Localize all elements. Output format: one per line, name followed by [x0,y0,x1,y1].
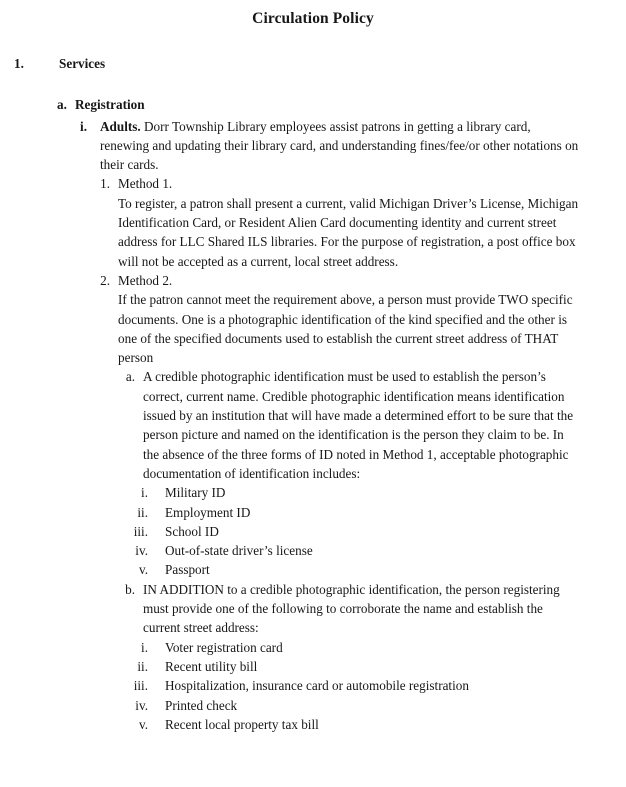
address-doc-printed-check: Printed check [165,697,238,713]
outline-item-registration [0,95,626,114]
outline-item-method-1 [0,174,626,270]
adults-lead-label: Adults. [100,118,141,134]
list-marker-photo-id-4: iv. [135,543,148,559]
list-marker-address-doc-4: iv. [135,697,148,713]
list-item [0,503,626,522]
list-item [0,657,626,676]
address-doc-hospitalization-insurance: Hospitalization, insurance card or automobile registration [165,678,469,694]
outline-item-adults [0,117,626,175]
photo-id-option-school: School ID [165,523,219,539]
list-item [0,560,626,579]
list-marker-address-doc-5: v. [138,716,148,732]
photo-id-option-out-of-state-license: Out-of-state driver’s license [165,543,313,559]
outline-label-registration: Registration [75,97,145,113]
list-marker-photo-id-1: i. [141,485,148,501]
outline-item-method-2 [0,271,626,367]
list-item [0,696,626,715]
outline-item-services [0,54,626,73]
list-marker-photo-id-2: ii. [137,504,148,520]
list-item [0,541,626,560]
list-marker-sub-b: b. [125,581,135,597]
outline-item-in-addition [0,580,626,638]
list-marker-address-doc-2: ii. [137,658,148,674]
photo-id-option-military: Military ID [165,485,226,501]
list-marker-method-1: 1. [100,176,110,192]
list-marker-photo-id-5: v. [138,562,148,578]
list-item [0,715,626,734]
list-item [0,676,626,695]
list-marker-method-2: 2. [100,272,110,288]
address-doc-property-tax-bill: Recent local property tax bill [165,716,319,732]
page-title: Circulation Policy [252,10,374,27]
method-1-heading: Method 1. [118,176,173,192]
list-item [0,483,626,502]
list-marker-address-doc-1: i. [141,639,148,655]
adults-paragraph-text: Dorr Township Library employees assist patrons in getting a library card, renewing and updating their library card, and understanding fines/fee/or other notations on their cards. [100,118,579,173]
list-marker-photo-id-3: iii. [133,523,148,539]
list-marker-1: 1. [14,56,24,71]
method-2-heading: Method 2. [118,272,173,288]
method-2-body: If the patron cannot meet the requirement above, a person must provide TWO specific documents. One is a photographic identification of the kind specified and the other is one of the specified documents used to establish the current street address of THAT person [118,292,573,366]
list-marker-address-doc-3: iii. [133,678,148,694]
outline-paragraph-adults [100,117,580,175]
list-marker-i: i. [80,118,87,134]
list-marker-sub-a: a. [125,369,135,385]
address-doc-voter-registration: Voter registration card [165,639,283,655]
outline-label-services: Services [59,56,106,71]
sub-b-paragraph: IN ADDITION to a credible photographic identification, the person registering must provide one of the following to corroborate the name and establish the current street address: [143,581,560,636]
list-marker-a: a. [57,97,67,113]
outline-item-credible-photo-id [0,367,626,483]
photo-id-option-passport: Passport [165,562,210,578]
sub-a-paragraph: A credible photographic identification must be used to establish the person’s correct, current name. Credible photographic identification means identification issued by an institution that will have made a determined effort to be sure that the person picture and named on the identification is the person they claim to be. In the absence of the three forms of ID noted in Method 1, acceptable photographic documentation of identification includes: [143,369,574,481]
list-item [0,638,626,657]
list-item [0,522,626,541]
address-doc-utility-bill: Recent utility bill [165,658,258,674]
photo-id-option-employment: Employment ID [165,504,251,520]
method-1-body: To register, a patron shall present a current, valid Michigan Driver’s License, Michigan Identification Card, or Resident Alien Card documenting identity and current street address for LLC Shared ILS libraries. For the purpose of registration, a post office box will not be accepted as a current, local street address. [118,195,579,269]
